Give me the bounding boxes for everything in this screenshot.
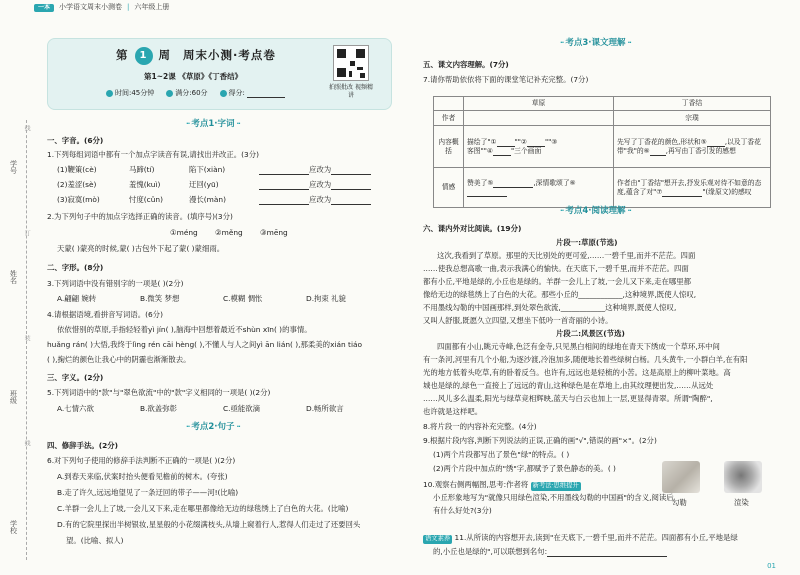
q10-line-1-text: 10.观察右侧两幅图,思考:作者将 <box>423 480 529 489</box>
q3-opt-c[interactable]: C.模糊 惆怅 <box>223 294 263 303</box>
q2-sentence[interactable]: 天蒙( )蒙亮的时候,蒙( )古包外下起了蒙( )蒙细雨。 <box>57 244 225 253</box>
header-badge: 一本 <box>34 4 54 12</box>
p2-line-3: 光的地方低着头吃草,有的卧着反刍。也许有,远远也是轻梳的小苦。这是高原上的柳叶菜地。高 <box>423 368 731 377</box>
score-got <box>220 89 285 98</box>
feel-b1: 作者由"丁香结"想开去,抒发乐观对待不如意的 <box>617 178 755 187</box>
margin-name: 姓名 <box>9 270 18 284</box>
q5-options <box>57 404 344 414</box>
q9-item-1[interactable]: (1)两个片段都写出了景色"绿"的特点。( ) <box>433 450 570 459</box>
q3-options <box>57 294 346 304</box>
kaodian-4-label: 考点4·阅读理解 <box>565 206 626 216</box>
q5-opt-a[interactable]: A.七情六欲 <box>57 404 94 413</box>
qr-caption: 拍照批改 视频精讲 <box>329 84 373 99</box>
q1-r2-a: (2)羞涩(sè) <box>57 180 97 189</box>
p2-line-2: 有一条河,河里有几个小船,为逐沙渡,冷泡加多,随便地长着些绿树白杨。几头黄牛,一小群白羊,在有阳 <box>423 355 748 364</box>
p2-line-6: 也许就是这样吧。 <box>423 407 483 416</box>
q9-item-2[interactable]: (2)两个片段中加点的"绣"字,都赋予了景色静态的美。( ) <box>433 464 616 473</box>
section-4-title: 四、修辞手法。(2分) <box>47 441 119 450</box>
content-lilac[interactable] <box>614 126 771 168</box>
q2-options <box>170 228 288 238</box>
page-number: 01 <box>767 561 776 570</box>
kaodian-3-heading <box>560 38 631 49</box>
feel-b2: 态度,蕴含了对"⑦ <box>617 178 762 196</box>
feel-b3: "(缘原文)的感叹 <box>702 187 752 196</box>
q1-r1-answer[interactable] <box>331 167 371 175</box>
time-text: 时间:45分钟 <box>115 89 155 97</box>
q3-opt-d[interactable]: D.拘束 礼貌 <box>306 294 346 303</box>
star-icon <box>166 90 173 97</box>
question-2: 2.为下列句子中的加点字选择正确的读音。(填序号)(3分) <box>47 212 233 221</box>
blank-4[interactable] <box>707 139 725 147</box>
content-b2: ,以及丁香花带"我"的⑥ <box>617 137 761 155</box>
binding-margin <box>0 120 34 560</box>
q10-line-3: 有什么好处?(3分) <box>433 506 492 515</box>
section-2-title: 二、字形。(8分) <box>47 263 104 272</box>
row-author-label: 作者 <box>434 111 464 126</box>
q4-line-2[interactable]: huǎng rán( )大悟,我终于lìng rén cāi hèng( ),不懂人与人之间yì ān lián( ),那柔美的xián tiáo <box>47 340 363 349</box>
p1-line-7: 又叫人舒服,既愿久立四望,又想坐下低吟一首奇丽的小诗。 <box>423 316 613 325</box>
q5-opt-d[interactable]: D.畅所欲言 <box>306 404 344 413</box>
q3-opt-a[interactable]: A.翩翩 婉转 <box>57 294 97 303</box>
content-grassland[interactable] <box>464 126 614 168</box>
blank-5[interactable] <box>650 148 666 156</box>
question-9: 9.根据片段内容,判断下列说法的正误,正确的画"√",错误的画"×"。(2分) <box>423 436 657 445</box>
blank-8[interactable] <box>662 189 702 197</box>
q1-row-1 <box>57 165 371 175</box>
q6-opt-d[interactable]: D.有的它院里探出半树银妆,星星般的小花缀满枝头,从墙上窥着行人,惹得人们走过了还要回头 <box>57 520 361 529</box>
q1-r1-label: 应改为 <box>309 165 332 174</box>
q10-line-2: 小丘形象地写为"就像只用绿色渲染,不用墨线勾勒的中国画"的含义,阅读后 <box>433 493 674 502</box>
q1-r3-b: 忖度(cǔn) <box>129 195 163 204</box>
margin-student-no: 学号 <box>9 160 18 174</box>
img-label-outline: 勾勒 <box>672 498 687 507</box>
passage-2-title: 片段二:风景区(节选) <box>556 329 625 338</box>
table-row-feeling <box>434 168 771 208</box>
question-3: 3.下列词语中没有错别字的一项是( )(2分) <box>47 279 184 288</box>
quiz-name: 周末小测·考点卷 <box>183 48 276 63</box>
q2-opt-2: ②měng <box>215 228 243 237</box>
feeling-lilac[interactable] <box>614 168 771 208</box>
row-feeling-label: 情感 <box>434 168 464 208</box>
q2-opt-3: ③mēng <box>260 228 288 237</box>
fold-mark-3: 装 <box>23 335 31 341</box>
deco-dots-icon: ·· <box>560 207 564 216</box>
p1-line-3: ……使我总想高歌一曲,表示我满心的愉快。在天底下,一碧千里,而并不茫茫。四面 <box>423 264 689 273</box>
question-1: 1.下列每组词语中都有一个加点字读音有误,请找出并改正。(3分) <box>47 150 260 159</box>
q1-row-3 <box>57 195 371 205</box>
table-header-row <box>434 97 771 111</box>
q1-r1-b: 马蹄(tí) <box>129 165 155 174</box>
q11-line-2 <box>433 547 667 557</box>
quiz-meta <box>106 89 285 98</box>
q4-line-1[interactable]: 依依惜别的草原,手指轻轻着yì jín( ),脑海中回想着最近不shùn xīn( )的事情。 <box>57 325 312 334</box>
blank-6[interactable] <box>493 180 533 188</box>
img-label-wash: 渲染 <box>734 498 749 507</box>
score-got-text: 得分: <box>228 89 245 97</box>
p1-line-5[interactable]: 像给无边的绿毯绣上了白色的大花。那些小丘的____________,这种境界,既使人惊叹, <box>423 290 697 299</box>
question-5: 5.下列词语中的"款"与"翠色欲流"中的"款"字义相同的一项是( )(2分) <box>47 388 271 397</box>
kaodian-4-heading <box>560 206 631 217</box>
q10-tag: 新考法·思维提升 <box>532 482 579 489</box>
week-number: 1 <box>135 47 153 65</box>
q6-opt-c[interactable]: C.羊群一会儿上了坡,一会儿又下来,走在哪里都像给无边的绿毯绣上了白色的大花。(比喻) <box>57 504 349 513</box>
table-col-lilac: 丁香结 <box>614 97 771 111</box>
kaodian-3-label: 考点3·课文理解 <box>565 38 626 48</box>
header-grade: 六年级上册 <box>134 3 170 11</box>
content-a5: "三个画面 <box>510 146 542 155</box>
week-prefix: 第 <box>116 48 129 63</box>
fold-mark-4: 线 <box>23 440 31 446</box>
p1-line-1: 这次,我看到了草原。那里的天比别处的更可爱,……一碧千里,而并不茫茫。四面 <box>437 251 696 260</box>
q1-r3-label: 应改为 <box>309 195 332 204</box>
content-a4: 客图""④ <box>467 146 493 155</box>
q11-tag: 语文素养 <box>425 535 451 542</box>
q1-r2-blank[interactable] <box>259 182 309 190</box>
kaodian-2-heading <box>186 422 240 433</box>
p2-line-4: 城也是绿的,绿色一直接上了远远的青山,这种绿色是在草地上,由其纹理便出发,……从远处 <box>423 381 714 390</box>
deco-dots-icon: ·· <box>236 423 240 432</box>
q1-r1-blank[interactable] <box>259 167 309 175</box>
fold-mark-1: 线 <box>23 125 31 131</box>
header-separator: | <box>127 3 130 11</box>
question-11 <box>423 533 738 544</box>
content-a3: ""③ <box>544 137 558 146</box>
q3-opt-b[interactable]: B.微笑 梦想 <box>140 294 180 303</box>
q6-opt-d-cont: 望。(比喻、拟人) <box>66 536 124 545</box>
notes-table <box>433 96 771 208</box>
q1-r1-c: 陷下(xiàn) <box>189 165 226 174</box>
question-6: 6.对下列句子使用的修辞手法判断不正确的一项是( )(2分) <box>47 456 236 465</box>
section-5-title: 五、课文内容理解。(7分) <box>423 60 509 69</box>
q1-r3-answer[interactable] <box>331 197 371 205</box>
question-4: 4.请根据语境,看拼音写词语。(6分) <box>47 310 163 319</box>
full-score-text: 满分:60分 <box>175 89 208 97</box>
q1-r3-blank[interactable] <box>259 197 309 205</box>
question-8: 8.将片段一的内容补充完整。(4分) <box>423 422 537 431</box>
running-header <box>34 3 169 12</box>
feeling-grassland[interactable] <box>464 168 614 208</box>
q1-r1-a: (1)鞭策(cè) <box>57 165 97 174</box>
score-blank[interactable] <box>247 90 285 98</box>
outline-sketch-image <box>662 461 700 493</box>
week-suffix: 周 <box>158 48 171 63</box>
q1-r2-label: 应改为 <box>309 180 332 189</box>
question-7: 7.请你帮助依依将下面的课堂笔记补充完整。(7分) <box>423 75 589 84</box>
content-b3: ,再写由丁香引发的感想 <box>665 146 736 155</box>
section-3-title: 三、字义。(2分) <box>47 373 104 382</box>
blank-3[interactable] <box>493 148 511 156</box>
q11-line-2-text: 的,小丘也是绿的",可以联想到名句: <box>433 547 548 556</box>
q4-line-3[interactable]: ( ),掬烂的颜色让我心中的阴霾也渐渐散去。 <box>47 355 191 364</box>
pen-icon <box>220 90 227 97</box>
blank-2[interactable] <box>527 139 545 147</box>
q11-answer-blank[interactable] <box>547 549 667 557</box>
content-b1: 先写了丁香花的颜色,形状和⑤ <box>617 137 707 146</box>
clock-icon <box>106 90 113 97</box>
cut-line <box>26 120 27 560</box>
blank-1[interactable] <box>497 139 515 147</box>
deco-dots-icon: ·· <box>627 207 631 216</box>
kaodian-1-heading <box>186 119 240 130</box>
p1-line-6[interactable]: 不用墨线勾勒的中国画那样,到处翠色欲流,____________这种境界,既使人惊叹, <box>423 303 677 312</box>
q1-r2-c: 迂回(yū) <box>189 180 219 189</box>
table-row-content <box>434 126 771 168</box>
q1-r3-c: 漫长(màn) <box>189 195 226 204</box>
q11-line-1-text: 11.从所读的内容想开去,读到"在天底下,一碧千里,而并不茫茫。四面都有小丘,平地是绿 <box>454 533 738 542</box>
page-title <box>116 47 276 65</box>
margin-school: 学校 <box>9 520 18 534</box>
margin-class: 班级 <box>9 390 18 404</box>
q6-opt-a[interactable]: A.到春天来临,伏案时抬头便看见檐前的树木。(夸张) <box>57 472 228 481</box>
q5-opt-c[interactable]: C.亟能欲滴 <box>223 404 261 413</box>
q1-r2-b: 羞愧(kuì) <box>129 180 161 189</box>
row-content-label: 内容概括 <box>434 126 464 168</box>
deco-dots-icon: ·· <box>186 120 190 129</box>
author-grassland-blank[interactable] <box>464 111 614 126</box>
full-score <box>166 89 207 98</box>
q6-opt-b[interactable]: B.走了许久,远远地望见了一条迂回的带子——河!(比喻) <box>57 488 239 497</box>
q1-row-2 <box>57 180 371 190</box>
content-a2: ""② <box>514 137 527 146</box>
q1-r2-answer[interactable] <box>331 182 371 190</box>
table-row-author <box>434 111 771 126</box>
fold-mark-2: 订 <box>23 230 31 236</box>
deco-dots-icon: ·· <box>186 423 190 432</box>
time-limit <box>106 89 154 98</box>
deco-dots-icon: ·· <box>236 120 240 129</box>
section-6-title: 六、课内外对比阅读。(19分) <box>423 224 522 233</box>
q5-opt-b[interactable]: B.欲盖弥彰 <box>140 404 177 413</box>
kaodian-2-label: 考点2·句子 <box>191 422 235 432</box>
lesson-range: 第1~2课 《草原》《丁香结》 <box>144 72 243 81</box>
p2-line-5: ……风儿多么温柔,阳光与绿草竞相辉映,蓝天与白云也加上一层,更显得青翠。所谓"陶醉", <box>423 394 713 403</box>
question-10 <box>423 480 581 491</box>
table-col-grassland: 草原 <box>464 97 614 111</box>
blank-7[interactable] <box>467 189 507 197</box>
deco-dots-icon: ·· <box>560 39 564 48</box>
header-book: 小学语文周末小测卷 <box>59 3 123 11</box>
passage-1-title: 片段一:草原(节选) <box>556 238 618 247</box>
content-a1: 描绘了"① <box>467 137 497 146</box>
p2-line-1: 四面都有小山,眺元寺峰,色泛有金寺,只见黑白相间的绿地在青天下绣成一个草环,环中间 <box>437 342 720 351</box>
ink-wash-image <box>724 461 762 493</box>
deco-dots-icon: ·· <box>627 39 631 48</box>
q2-opt-1: ①méng <box>170 228 198 237</box>
p1-line-4: 都有小丘,平地是绿的,小丘也是绿的。羊群一会儿上了坡,一会儿又下来,走在哪里都 <box>423 277 692 286</box>
q1-r3-a: (3)寂寞(mò) <box>57 195 100 204</box>
qr-code-icon[interactable] <box>333 45 369 81</box>
kaodian-1-label: 考点1·字词 <box>191 119 235 129</box>
feel-a1: 赞美了⑤ <box>467 178 494 187</box>
feel-a2: ,深情歌颂了⑥ <box>533 178 576 187</box>
title-card <box>47 38 392 110</box>
section-1-title: 一、字音。(6分) <box>47 136 104 145</box>
table-col-blank <box>434 97 464 111</box>
author-lilac: 宗璞 <box>614 111 771 126</box>
